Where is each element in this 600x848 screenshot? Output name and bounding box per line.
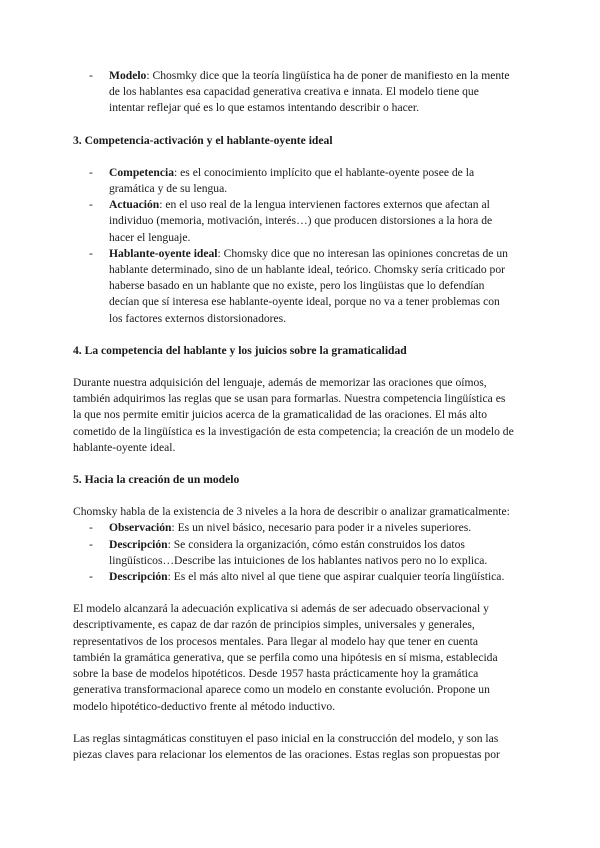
list-item xyxy=(73,68,516,117)
section-5-intro: Chomsky habla de la existencia de 3 niveles a la hora de describir o analizar gramaticalmente: xyxy=(73,505,510,519)
list-item xyxy=(73,165,516,197)
item-text: : Es el más alto nivel al que tiene que aspirar cualquier teoría lingüística. xyxy=(167,570,505,584)
item-text: : es el conocimiento implícito que el hablante-oyente posee de la gramática y de su lengua. xyxy=(109,165,475,196)
list-dash: - xyxy=(89,570,93,584)
term-descripcion: Descripción xyxy=(109,537,168,551)
list-item xyxy=(73,197,516,246)
section-3-heading: 3. Competencia-activación y el hablante-oyente ideal xyxy=(73,133,333,147)
term-descripcion: Descripción xyxy=(109,570,168,584)
item-text: : Chomsky dice que no interesan las opiniones concretas de un hablante determinado, sino de un hablante ideal, teórico. Chomsky sería criticado por haberse basado en un hablante que no existe, pero los lingüistas que lo defendían decían que sí interesa ese hablante-oyente ideal, porque no va a tener problemas con los factores externos distorsionadores. xyxy=(109,246,508,325)
item-text: : Se considera la organización, cómo están construidos los datos lingüísticos…Describe las intuiciones de los hablantes nativos pero no lo explica. xyxy=(109,537,488,567)
list-dash: - xyxy=(89,198,93,212)
section-4-paragraph: Durante nuestra adquisición del lenguaje, además de memorizar las oraciones que oímos, también adquirimos las reglas que se usan para formarlas. Nuestra competencia lingüística es la que nos permite emitir juicios acerca de la gramaticalidad de las oraciones. El más alto cometido de la lingüística es la investigación de esta competencia; la creación de un modelo de hablante-oyente ideal. xyxy=(73,376,514,454)
list-item xyxy=(73,569,516,585)
section-5-list xyxy=(73,520,516,585)
list-dash: - xyxy=(89,537,93,551)
section-3-list xyxy=(73,165,516,327)
section-5-paragraph-1: El modelo alcanzará la adecuación explicativa si además de ser adecuado observacional y descriptivamente, es capaz de dar razón de principios simples, universales y generales, representativos de los procesos mentales. Para llegar al modelo hay que tener en cuenta también la gramática generativa, que se perfila como una hipótesis en sí misma, establecida sobre la base de modelos hipotéticos. Desde 1957 hasta prácticamente hoy la gramática generativa transformacional aparece como un modelo en constante evolución. Propone un modelo hipotético-deductivo frente al método inductivo. xyxy=(73,602,498,713)
term-observacion: Observación xyxy=(109,521,172,535)
term-competencia: Competencia xyxy=(109,165,175,179)
term-hablante-oyente-ideal: Hablante-oyente ideal xyxy=(109,246,218,260)
section-4-heading: 4. La competencia del hablante y los juicios sobre la gramaticalidad xyxy=(73,343,407,357)
list-dash: - xyxy=(89,69,93,82)
section-5-paragraph-2: Las reglas sintagmáticas constituyen el paso inicial en la construcción del modelo, y son las piezas claves para relacionar los elementos de las oraciones. Estas reglas son propuestas por xyxy=(73,731,500,761)
list-dash: - xyxy=(89,521,93,535)
list-item xyxy=(73,537,516,569)
model-bullet-list xyxy=(73,68,516,117)
list-dash: - xyxy=(89,246,93,260)
list-dash: - xyxy=(89,165,93,179)
item-text: : en el uso real de la lengua intervienen factores externos que afectan al individuo (memoria, motivación, interés…) que producen distorsiones a la hora de hacer el lenguaje. xyxy=(109,198,493,244)
term-actuacion: Actuación xyxy=(109,198,160,212)
item-text: : Chosmky dice que la teoría lingüística ha de poner de manifiesto en la mente de los hablantes esa capacidad generativa creativa e innata. El modelo tiene que intentar reflejar qué es lo que estamos intentando describir o hacer. xyxy=(109,69,510,115)
section-5-heading: 5. Hacia la creación de un modelo xyxy=(73,473,240,487)
list-item xyxy=(73,520,516,536)
item-text: : Es un nivel básico, necesario para poder ir a niveles superiores. xyxy=(171,521,472,535)
term-modelo: Modelo xyxy=(109,69,147,82)
list-item xyxy=(73,246,516,327)
